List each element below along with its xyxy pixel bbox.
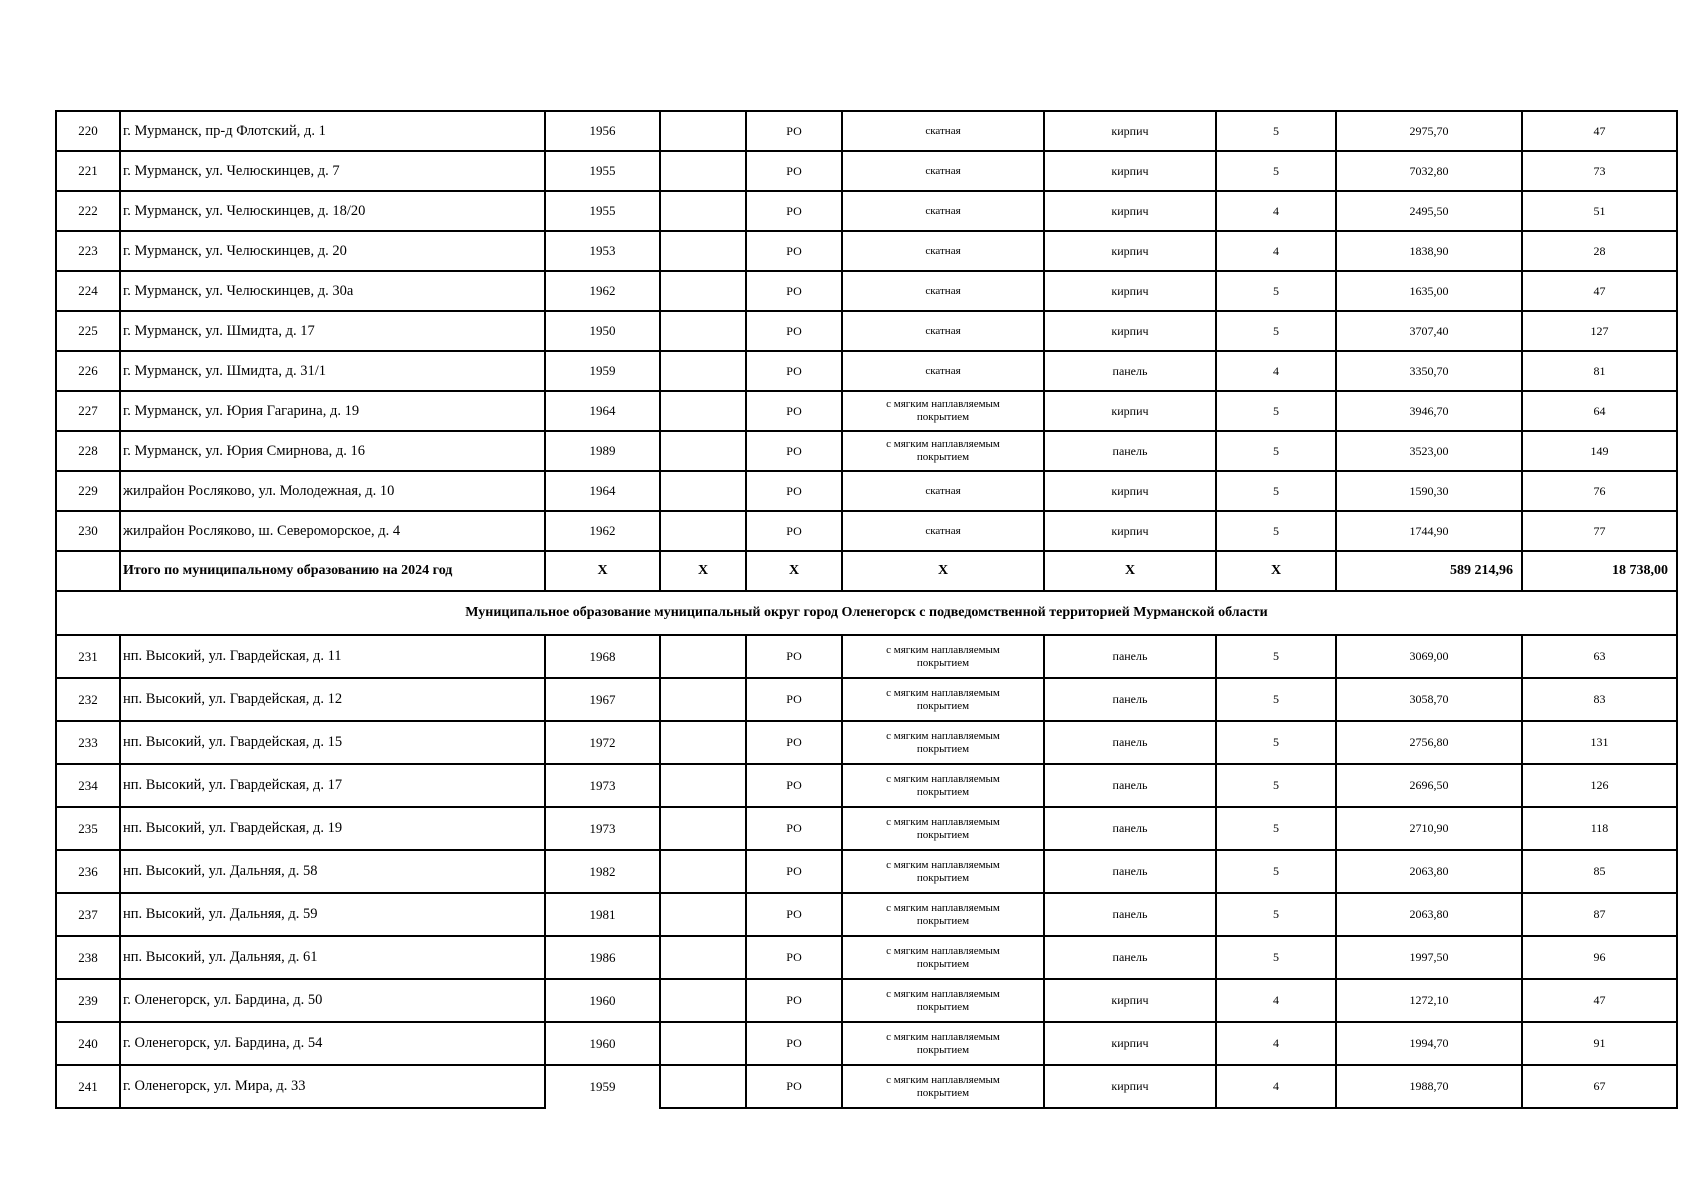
year-cell: 1964 — [545, 471, 660, 511]
empty-cell — [660, 850, 746, 893]
row-number: 221 — [56, 151, 120, 191]
address-cell: г. Мурманск, ул. Челюскинцев, д. 7 — [120, 151, 545, 191]
material-cell: панель — [1044, 764, 1216, 807]
roof-cell — [842, 151, 1044, 191]
table-row — [56, 893, 1677, 936]
address-cell: г. Мурманск, ул. Челюскинцев, д. 20 — [120, 231, 545, 271]
row-number: 241 — [56, 1065, 120, 1108]
roof-cell — [842, 850, 1044, 893]
residents-cell: 118 — [1522, 807, 1677, 850]
year-cell: 1964 — [545, 391, 660, 431]
empty-cell — [660, 191, 746, 231]
material-cell: кирпич — [1044, 311, 1216, 351]
residents-cell: 149 — [1522, 431, 1677, 471]
roof-cell — [842, 111, 1044, 151]
material-cell: кирпич — [1044, 151, 1216, 191]
roof-line-1: скатная — [925, 284, 961, 297]
area-cell: 3523,00 — [1336, 431, 1522, 471]
material-cell: панель — [1044, 678, 1216, 721]
type-cell: РО — [746, 764, 842, 807]
roof-cell — [842, 807, 1044, 850]
roof-line-1: скатная — [925, 204, 961, 217]
total-label: Итого по муниципальному образованию на 2024 год — [120, 551, 545, 591]
empty-cell — [660, 111, 746, 151]
type-cell: РО — [746, 893, 842, 936]
table-row — [56, 721, 1677, 764]
year-cell: 1973 — [545, 764, 660, 807]
year-cell: 1982 — [545, 850, 660, 893]
table-row — [56, 431, 1677, 471]
address-cell: нп. Высокий, ул. Гвардейская, д. 12 — [120, 678, 545, 721]
roof-line-1: с мягким наплавляемым — [886, 1073, 1000, 1086]
total-x-cell: X — [842, 551, 1044, 591]
material-cell: кирпич — [1044, 979, 1216, 1022]
empty-cell — [660, 721, 746, 764]
material-cell: кирпич — [1044, 111, 1216, 151]
residents-cell: 91 — [1522, 1022, 1677, 1065]
floors-cell: 5 — [1216, 111, 1336, 151]
floors-cell: 5 — [1216, 721, 1336, 764]
floors-cell: 5 — [1216, 936, 1336, 979]
year-cell: 1956 — [545, 111, 660, 151]
area-cell: 1590,30 — [1336, 471, 1522, 511]
material-cell: панель — [1044, 721, 1216, 764]
table-row — [56, 678, 1677, 721]
total-x-cell: X — [1044, 551, 1216, 591]
type-cell: РО — [746, 850, 842, 893]
roof-line-2: покрытием — [916, 1043, 970, 1056]
type-cell: РО — [746, 271, 842, 311]
total-x-cell: X — [660, 551, 746, 591]
area-cell: 7032,80 — [1336, 151, 1522, 191]
address-cell: нп. Высокий, ул. Гвардейская, д. 17 — [120, 764, 545, 807]
row-number: 230 — [56, 511, 120, 551]
empty-cell — [660, 936, 746, 979]
empty-cell — [660, 979, 746, 1022]
roof-cell — [842, 511, 1044, 551]
floors-cell: 5 — [1216, 391, 1336, 431]
material-cell: кирпич — [1044, 471, 1216, 511]
type-cell: РО — [746, 1022, 842, 1065]
empty-cell — [660, 893, 746, 936]
roof-cell — [842, 678, 1044, 721]
material-cell: панель — [1044, 635, 1216, 678]
type-cell: РО — [746, 311, 842, 351]
roof-cell — [842, 721, 1044, 764]
area-cell: 2975,70 — [1336, 111, 1522, 151]
year-cell: 1986 — [545, 936, 660, 979]
material-cell: кирпич — [1044, 1022, 1216, 1065]
total-area: 589 214,96 — [1336, 551, 1522, 591]
roof-line-2: покрытием — [916, 828, 970, 841]
floors-cell: 4 — [1216, 1065, 1336, 1108]
residents-cell: 73 — [1522, 151, 1677, 191]
address-cell: нп. Высокий, ул. Гвардейская, д. 15 — [120, 721, 545, 764]
year-cell: 1959 — [545, 351, 660, 391]
area-cell: 1635,00 — [1336, 271, 1522, 311]
type-cell: РО — [746, 431, 842, 471]
material-cell: панель — [1044, 850, 1216, 893]
row-number: 239 — [56, 979, 120, 1022]
year-cell: 1968 — [545, 635, 660, 678]
total-x-cell: X — [1216, 551, 1336, 591]
empty-cell — [660, 1065, 746, 1108]
total-row — [56, 551, 1677, 591]
roof-line-2: покрытием — [916, 914, 970, 927]
floors-cell: 4 — [1216, 231, 1336, 271]
residents-cell: 67 — [1522, 1065, 1677, 1108]
material-cell: кирпич — [1044, 191, 1216, 231]
material-cell: кирпич — [1044, 271, 1216, 311]
roof-line-2: покрытием — [916, 742, 970, 755]
year-cell: 1960 — [545, 979, 660, 1022]
type-cell: РО — [746, 807, 842, 850]
floors-cell: 5 — [1216, 271, 1336, 311]
area-cell: 3707,40 — [1336, 311, 1522, 351]
address-cell: г. Мурманск, ул. Челюскинцев, д. 18/20 — [120, 191, 545, 231]
year-cell: 1989 — [545, 431, 660, 471]
roof-line-2: покрытием — [916, 785, 970, 798]
address-cell: г. Мурманск, ул. Юрия Гагарина, д. 19 — [120, 391, 545, 431]
empty-cell — [660, 678, 746, 721]
floors-cell: 5 — [1216, 151, 1336, 191]
year-cell: 1967 — [545, 678, 660, 721]
material-cell: кирпич — [1044, 511, 1216, 551]
residents-cell: 85 — [1522, 850, 1677, 893]
residents-cell: 47 — [1522, 111, 1677, 151]
roof-line-1: скатная — [925, 164, 961, 177]
row-number: 224 — [56, 271, 120, 311]
residents-cell: 51 — [1522, 191, 1677, 231]
year-cell: 1962 — [545, 511, 660, 551]
roof-cell — [842, 635, 1044, 678]
residents-cell: 131 — [1522, 721, 1677, 764]
year-cell: 1962 — [545, 271, 660, 311]
year-cell: 1972 — [545, 721, 660, 764]
area-cell: 2063,80 — [1336, 893, 1522, 936]
area-cell: 2710,90 — [1336, 807, 1522, 850]
roof-line-2: покрытием — [916, 1000, 970, 1013]
floors-cell: 4 — [1216, 351, 1336, 391]
type-cell: РО — [746, 979, 842, 1022]
row-number: 228 — [56, 431, 120, 471]
table-row — [56, 764, 1677, 807]
year-cell: 1950 — [545, 311, 660, 351]
floors-cell: 5 — [1216, 764, 1336, 807]
table-row — [56, 471, 1677, 511]
roof-line-1: с мягким наплавляемым — [886, 438, 1000, 450]
roof-line-1: с мягким наплавляемым — [886, 398, 1000, 410]
table-row — [56, 979, 1677, 1022]
section-title: Муниципальное образование муниципальный округ город Оленегорск с подведомственной территорией Мурманской области — [56, 591, 1677, 635]
table-row — [56, 311, 1677, 351]
roof-cell — [842, 1065, 1044, 1108]
year-cell: 1955 — [545, 151, 660, 191]
roof-line-1: с мягким наплавляемым — [886, 772, 1000, 785]
roof-cell — [842, 391, 1044, 431]
address-cell: нп. Высокий, ул. Дальняя, д. 59 — [120, 893, 545, 936]
empty-cell — [660, 151, 746, 191]
area-cell: 2063,80 — [1336, 850, 1522, 893]
address-cell: нп. Высокий, ул. Дальняя, д. 58 — [120, 850, 545, 893]
address-cell: г. Мурманск, ул. Юрия Смирнова, д. 16 — [120, 431, 545, 471]
table-row — [56, 111, 1677, 151]
address-cell: нп. Высокий, ул. Гвардейская, д. 19 — [120, 807, 545, 850]
table-row — [56, 511, 1677, 551]
material-cell: панель — [1044, 351, 1216, 391]
row-number: 233 — [56, 721, 120, 764]
table-row — [56, 391, 1677, 431]
area-cell: 2756,80 — [1336, 721, 1522, 764]
year-cell: 1953 — [545, 231, 660, 271]
empty-cell — [660, 271, 746, 311]
residents-cell: 83 — [1522, 678, 1677, 721]
row-number: 227 — [56, 391, 120, 431]
residents-cell: 81 — [1522, 351, 1677, 391]
address-cell: жилрайон Росляково, ш. Североморское, д. 4 — [120, 511, 545, 551]
residents-cell: 77 — [1522, 511, 1677, 551]
roof-line-1: с мягким наплавляемым — [886, 901, 1000, 914]
row-number: 234 — [56, 764, 120, 807]
address-cell: г. Мурманск, пр-д Флотский, д. 1 — [120, 111, 545, 151]
empty-cell — [660, 511, 746, 551]
roof-line-2: покрытием — [916, 411, 970, 423]
area-cell: 3058,70 — [1336, 678, 1522, 721]
year-cell: 1960 — [545, 1022, 660, 1065]
address-cell: г. Мурманск, ул. Челюскинцев, д. 30а — [120, 271, 545, 311]
material-cell: панель — [1044, 807, 1216, 850]
residents-cell: 28 — [1522, 231, 1677, 271]
area-cell: 1272,10 — [1336, 979, 1522, 1022]
year-cell: 1959 — [545, 1065, 660, 1108]
address-cell: жилрайон Росляково, ул. Молодежная, д. 10 — [120, 471, 545, 511]
residents-cell: 76 — [1522, 471, 1677, 511]
empty-cell — [660, 764, 746, 807]
year-cell: 1955 — [545, 191, 660, 231]
table-row — [56, 1022, 1677, 1065]
roof-line-1: с мягким наплавляемым — [886, 987, 1000, 1000]
type-cell: РО — [746, 151, 842, 191]
empty-cell — [660, 351, 746, 391]
roof-line-1: с мягким наплавляемым — [886, 1030, 1000, 1043]
roof-line-2: покрытием — [916, 1086, 970, 1099]
roof-cell — [842, 231, 1044, 271]
table-row — [56, 231, 1677, 271]
empty-cell — [660, 1022, 746, 1065]
address-cell: г. Мурманск, ул. Шмидта, д. 31/1 — [120, 351, 545, 391]
table-row — [56, 807, 1677, 850]
roof-line-1: скатная — [925, 324, 961, 337]
roof-cell — [842, 764, 1044, 807]
area-cell: 2696,50 — [1336, 764, 1522, 807]
type-cell: РО — [746, 471, 842, 511]
floors-cell: 5 — [1216, 471, 1336, 511]
roof-cell — [842, 351, 1044, 391]
roof-line-1: скатная — [925, 244, 961, 257]
empty-cell — [660, 231, 746, 271]
area-cell: 1988,70 — [1336, 1065, 1522, 1108]
address-cell: г. Оленегорск, ул. Бардина, д. 50 — [120, 979, 545, 1022]
material-cell: кирпич — [1044, 1065, 1216, 1108]
address-cell: нп. Высокий, ул. Гвардейская, д. 11 — [120, 635, 545, 678]
roof-line-2: покрытием — [916, 656, 970, 669]
floors-cell: 5 — [1216, 635, 1336, 678]
type-cell: РО — [746, 231, 842, 271]
floors-cell: 5 — [1216, 850, 1336, 893]
floors-cell: 5 — [1216, 311, 1336, 351]
total-x-cell: X — [746, 551, 842, 591]
roof-line-2: покрытием — [916, 957, 970, 970]
empty-cell — [660, 431, 746, 471]
residents-cell: 63 — [1522, 635, 1677, 678]
residents-cell: 64 — [1522, 391, 1677, 431]
material-cell: панель — [1044, 431, 1216, 471]
floors-cell: 5 — [1216, 807, 1336, 850]
address-cell: нп. Высокий, ул. Дальняя, д. 61 — [120, 936, 545, 979]
floors-cell: 4 — [1216, 1022, 1336, 1065]
floors-cell: 5 — [1216, 511, 1336, 551]
table-row — [56, 151, 1677, 191]
roof-cell — [842, 979, 1044, 1022]
total-x-cell: X — [545, 551, 660, 591]
table-row — [56, 635, 1677, 678]
type-cell: РО — [746, 511, 842, 551]
empty-cell — [660, 391, 746, 431]
total-blank-cell — [56, 551, 120, 591]
roof-line-1: с мягким наплавляемым — [886, 944, 1000, 957]
table-row — [56, 1065, 1677, 1108]
table-row — [56, 351, 1677, 391]
table-row — [56, 271, 1677, 311]
floors-cell: 4 — [1216, 191, 1336, 231]
type-cell: РО — [746, 721, 842, 764]
row-number: 226 — [56, 351, 120, 391]
roof-line-1: скатная — [925, 524, 961, 537]
total-residents: 18 738,00 — [1522, 551, 1677, 591]
material-cell: кирпич — [1044, 391, 1216, 431]
roof-line-1: скатная — [925, 364, 961, 377]
roof-line-1: с мягким наплавляемым — [886, 815, 1000, 828]
roof-cell — [842, 271, 1044, 311]
row-number: 220 — [56, 111, 120, 151]
area-cell: 1994,70 — [1336, 1022, 1522, 1065]
row-number: 238 — [56, 936, 120, 979]
residents-cell: 47 — [1522, 979, 1677, 1022]
roof-line-2: покрытием — [916, 451, 970, 463]
roof-cell — [842, 311, 1044, 351]
row-number: 229 — [56, 471, 120, 511]
area-cell: 1838,90 — [1336, 231, 1522, 271]
table-row — [56, 936, 1677, 979]
section-header-row — [56, 591, 1677, 635]
residents-cell: 87 — [1522, 893, 1677, 936]
roof-line-1: с мягким наплавляемым — [886, 858, 1000, 871]
roof-cell — [842, 1022, 1044, 1065]
residents-cell: 47 — [1522, 271, 1677, 311]
material-cell: панель — [1044, 936, 1216, 979]
row-number: 231 — [56, 635, 120, 678]
row-number: 237 — [56, 893, 120, 936]
area-cell: 3069,00 — [1336, 635, 1522, 678]
row-number: 223 — [56, 231, 120, 271]
empty-cell — [660, 311, 746, 351]
row-number: 235 — [56, 807, 120, 850]
type-cell: РО — [746, 936, 842, 979]
roof-cell — [842, 936, 1044, 979]
empty-cell — [660, 807, 746, 850]
row-number: 236 — [56, 850, 120, 893]
floors-cell: 4 — [1216, 979, 1336, 1022]
area-cell: 3350,70 — [1336, 351, 1522, 391]
row-number: 232 — [56, 678, 120, 721]
material-cell: кирпич — [1044, 231, 1216, 271]
address-cell: г. Оленегорск, ул. Бардина, д. 54 — [120, 1022, 545, 1065]
type-cell: РО — [746, 391, 842, 431]
type-cell: РО — [746, 678, 842, 721]
roof-line-1: с мягким наплавляемым — [886, 643, 1000, 656]
row-number: 240 — [56, 1022, 120, 1065]
roof-line-1: скатная — [925, 124, 961, 137]
residents-cell: 127 — [1522, 311, 1677, 351]
type-cell: РО — [746, 191, 842, 231]
type-cell: РО — [746, 1065, 842, 1108]
address-cell: г. Оленегорск, ул. Мира, д. 33 — [120, 1065, 545, 1108]
residents-cell: 126 — [1522, 764, 1677, 807]
floors-cell: 5 — [1216, 678, 1336, 721]
roof-cell — [842, 471, 1044, 511]
year-cell: 1973 — [545, 807, 660, 850]
area-cell: 1744,90 — [1336, 511, 1522, 551]
roof-line-2: покрытием — [916, 871, 970, 884]
year-cell: 1981 — [545, 893, 660, 936]
material-cell: панель — [1044, 893, 1216, 936]
row-number: 225 — [56, 311, 120, 351]
empty-cell — [660, 471, 746, 511]
type-cell: РО — [746, 111, 842, 151]
roof-cell — [842, 893, 1044, 936]
empty-cell — [660, 635, 746, 678]
type-cell: РО — [746, 635, 842, 678]
row-number: 222 — [56, 191, 120, 231]
area-cell: 2495,50 — [1336, 191, 1522, 231]
residents-cell: 96 — [1522, 936, 1677, 979]
area-cell: 3946,70 — [1336, 391, 1522, 431]
roof-line-1: скатная — [925, 484, 961, 497]
roof-cell — [842, 431, 1044, 471]
roof-line-1: с мягким наплавляемым — [886, 686, 1000, 699]
roof-cell — [842, 191, 1044, 231]
area-cell: 1997,50 — [1336, 936, 1522, 979]
roof-line-2: покрытием — [916, 699, 970, 712]
type-cell: РО — [746, 351, 842, 391]
table-row — [56, 191, 1677, 231]
floors-cell: 5 — [1216, 431, 1336, 471]
address-cell: г. Мурманск, ул. Шмидта, д. 17 — [120, 311, 545, 351]
table-row — [56, 850, 1677, 893]
housing-register-table — [55, 110, 1678, 1109]
floors-cell: 5 — [1216, 893, 1336, 936]
roof-line-1: с мягким наплавляемым — [886, 729, 1000, 742]
